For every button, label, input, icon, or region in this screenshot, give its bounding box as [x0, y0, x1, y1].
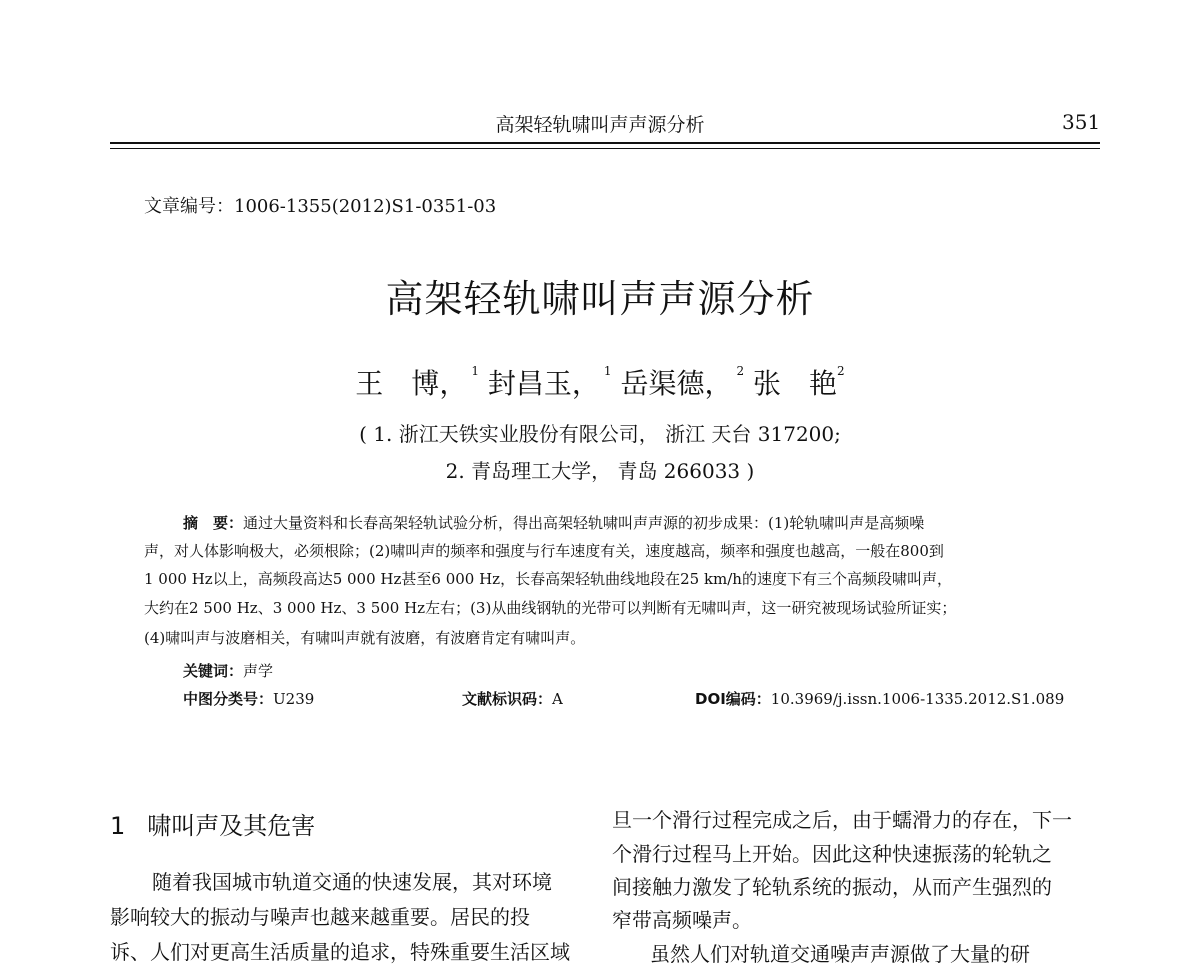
abstract-line: 1 000 Hz以上，高频段高达5 000 Hz甚至6 000 Hz，长春高架轻轨曲线地段在25 km/h的速度下有三个高频段啸叫声， — [144, 570, 952, 588]
body-line: 诉、人们对更高生活质量的追求，特殊重要生活区域 — [110, 940, 570, 964]
document-code: 文献标识码：A — [462, 690, 563, 708]
keywords: 关键词：声学 — [183, 662, 274, 680]
body-line: 旦一个滑行过程完成之后，由于蠕滑力的存在，下一 — [612, 808, 1072, 832]
abstract-label: 摘 要： — [183, 514, 244, 532]
classification-number: 中图分类号：U239 — [183, 690, 315, 708]
author: 王 博， $^1$ — [355, 364, 479, 400]
author-list — [0, 362, 1200, 402]
page-number: 351 — [1062, 110, 1101, 134]
body-line: 窄带高频噪声。 — [612, 908, 752, 932]
doi: DOI编码：10.3969/j.issn.1006-1335.2012.S1.089 — [695, 690, 1065, 708]
affiliation-2: 2. 青岛理工大学， 青岛 266033 ) — [445, 459, 755, 483]
body-line: 影响较大的振动与噪声也越来越重要。居民的投 — [110, 905, 530, 929]
article-title: 高架轻轨啸叫声声源分析 — [385, 277, 815, 321]
running-title: 高架轻轨啸叫声声源分析 — [495, 114, 705, 136]
header-rule-thick — [110, 142, 1100, 144]
abstract-line: 摘 要：通过大量资料和长春高架轻轨试验分析，得出高架轻轨啸叫声声源的初步成果：(1)轮轨啸叫声是高频噪 — [183, 514, 925, 532]
article-id: 文章编号：1006-1355(2012)S1-0351-03 — [144, 196, 497, 217]
body-line: 虽然人们对轨道交通噪声声源做了大量的研 — [650, 942, 1030, 966]
abstract-line: (4)啸叫声与波磨相关，有啸叫声就有波磨，有波磨肯定有啸叫声。 — [144, 629, 586, 647]
author: 封昌玉， $^1$ — [487, 364, 612, 400]
abstract-line: 大约在2 500 Hz、3 000 Hz、3 500 Hz左右；(3)从曲线钢轨的光带可以判断有无啸叫声，这一研究被现场试验所证实； — [144, 599, 957, 617]
abstract-line: 声，对人体影响极大，必须根除；(2)啸叫声的频率和强度与行车速度有关，速度越高，频率和强度也越高，一般在800到 — [144, 542, 944, 560]
author: 张 艳$^2$ — [753, 364, 845, 400]
affiliation-1: ( 1. 浙江天铁实业股份有限公司， 浙江 天台 317200; — [359, 422, 841, 446]
body-line: 个滑行过程马上开始。因此这种快速振荡的轮轨之 — [612, 842, 1052, 866]
body-line: 间接触力激发了轮轨系统的振动，从而产生强烈的 — [612, 875, 1052, 899]
section-heading: 1 啸叫声及其危害 — [110, 812, 316, 840]
body-line: 随着我国城市轨道交通的快速发展，其对环境 — [152, 870, 552, 894]
author: 岳渠德， $^2$ — [620, 364, 745, 400]
header-rule-thin — [110, 148, 1100, 149]
